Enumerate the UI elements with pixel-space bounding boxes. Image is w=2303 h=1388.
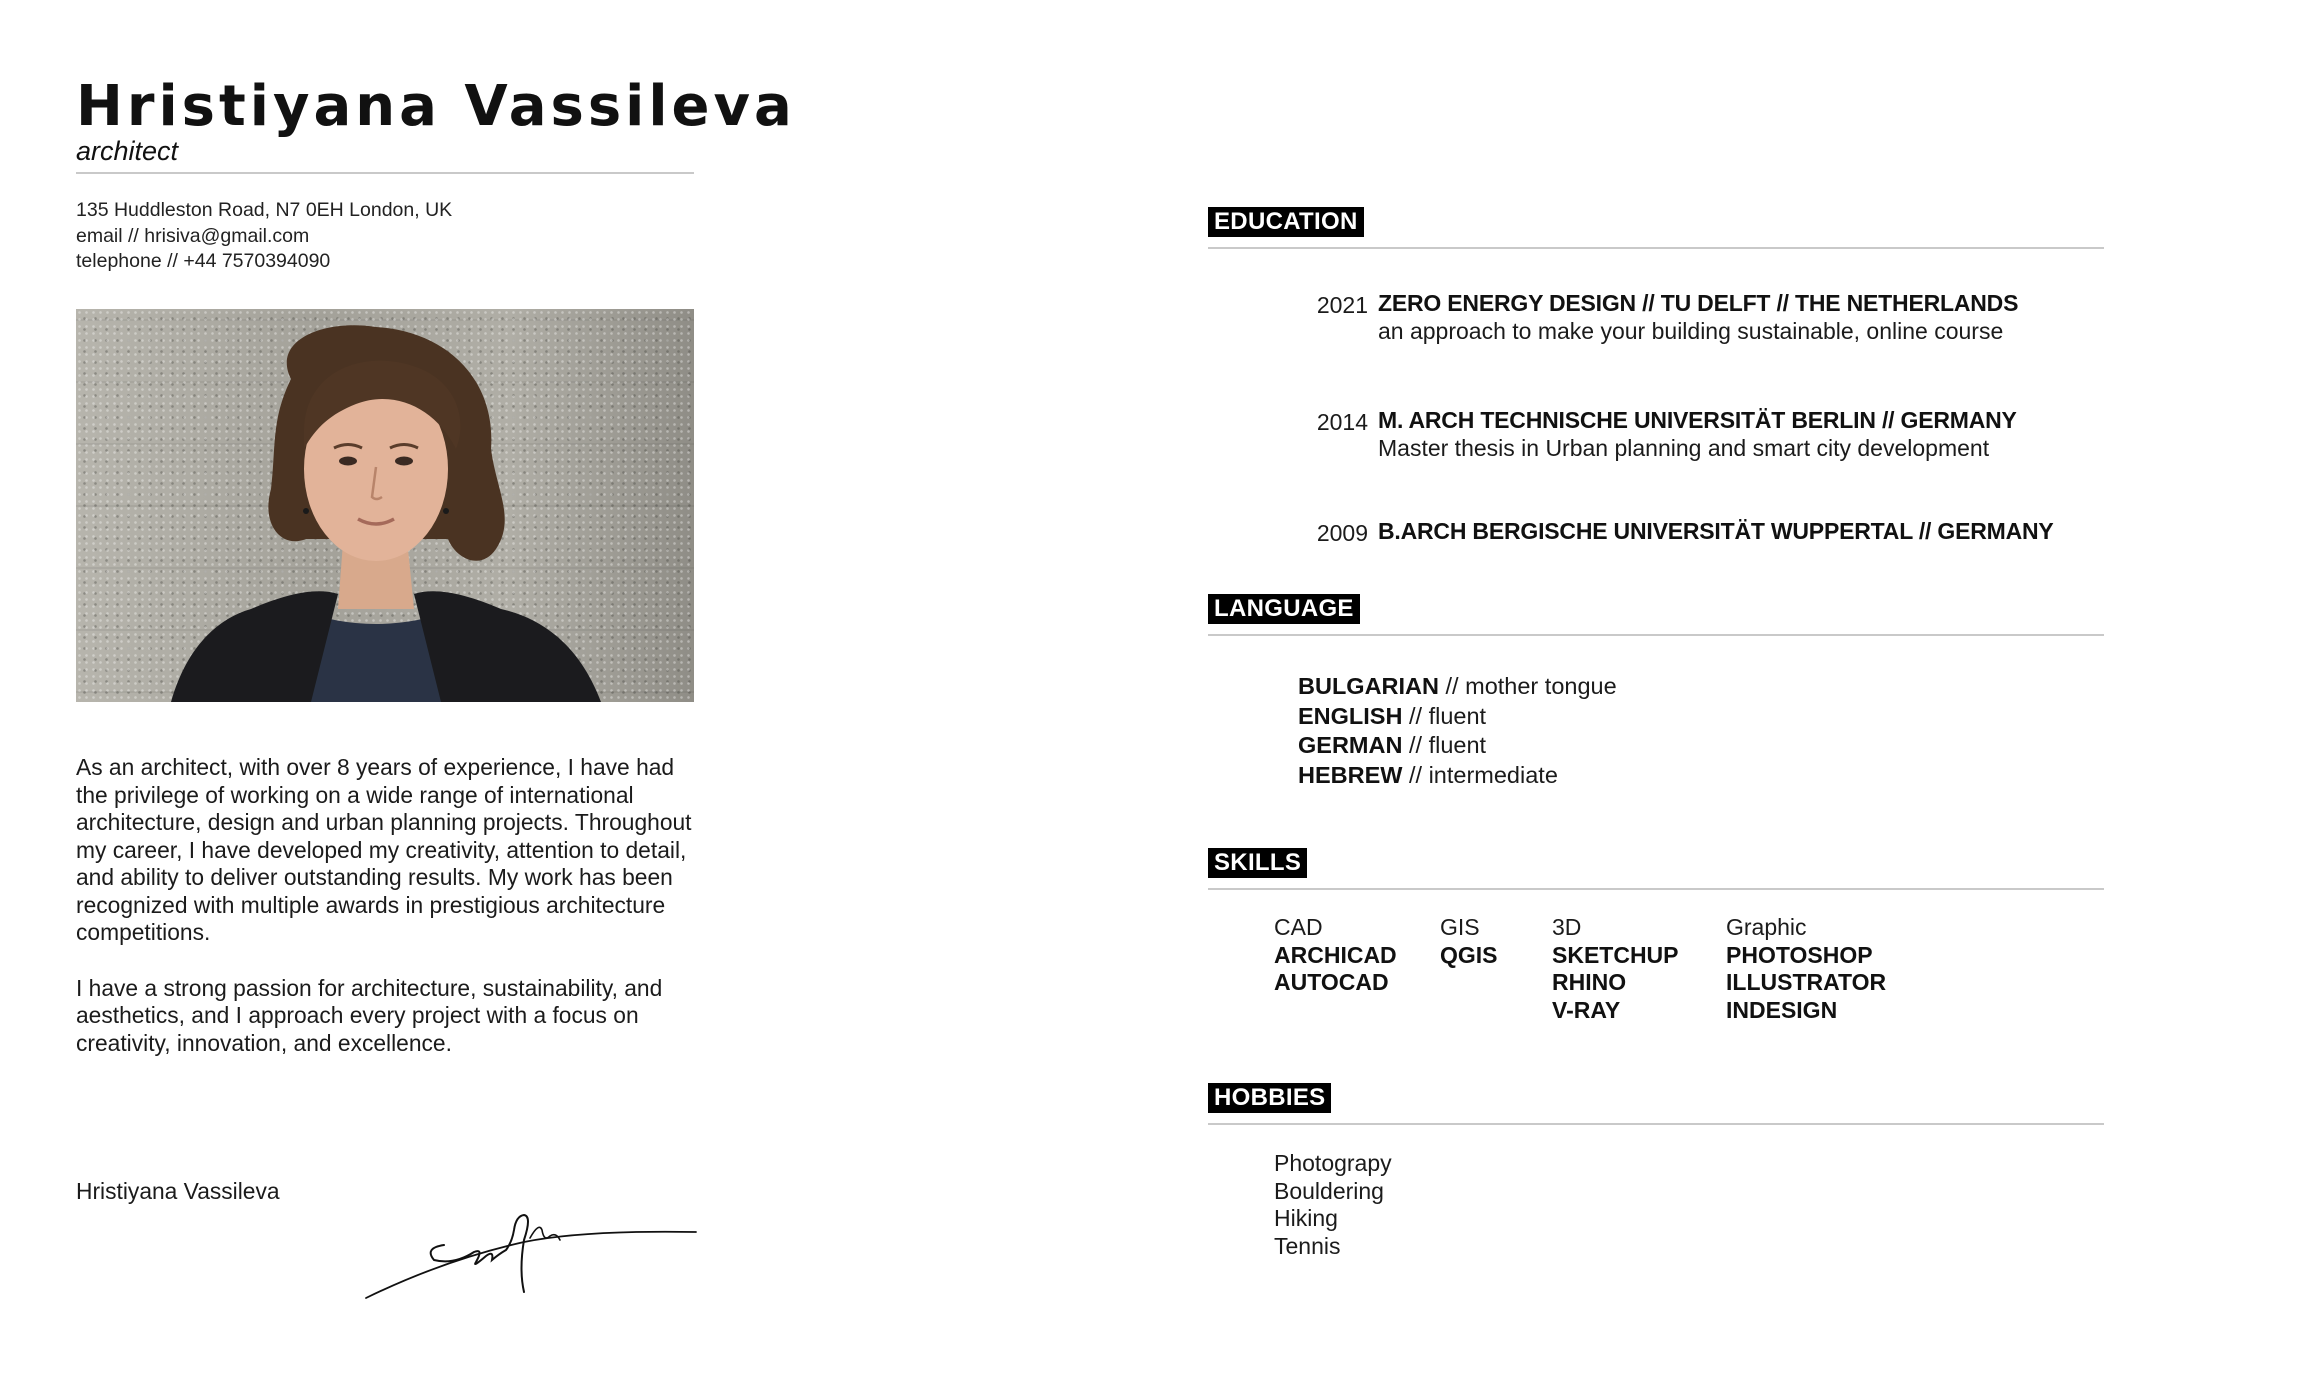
section-heading-skills: SKILLS [1208, 848, 1307, 878]
skill-column-3d [1552, 914, 1679, 1024]
contact-block [76, 198, 452, 275]
email[interactable]: email // hrisiva@gmail.com [76, 224, 310, 247]
divider [1208, 1123, 2104, 1125]
education-year: 2009 [1316, 520, 1368, 546]
skill-category: Graphic [1726, 914, 1807, 940]
hobby-list [1274, 1150, 1392, 1260]
person-name: Hristiyana Vassileva [76, 74, 796, 139]
education-title: M. ARCH TECHNISCHE UNIVERSITÄT BERLIN // GERMANY [1378, 407, 2017, 433]
language-name: BULGARIAN [1298, 673, 1439, 699]
divider [1208, 634, 2104, 636]
language-name: ENGLISH [1298, 702, 1403, 729]
bio-paragraph: I have a strong passion for architecture, sustainability, and aesthetics, and I approach every project with a focus on creativity, innovation, and excellence. [76, 974, 663, 1056]
list-item: Tennis [1274, 1232, 1341, 1259]
skill-tool: ILLUSTRATOR [1726, 969, 1887, 995]
education-title: ZERO ENERGY DESIGN // TU DELFT // THE NETHERLANDS [1378, 290, 2019, 316]
section-heading-language: LANGUAGE [1208, 594, 1360, 624]
language-level: // fluent [1402, 732, 1487, 758]
language-list [1298, 672, 1617, 790]
telephone[interactable]: telephone // +44 7570394090 [76, 250, 331, 272]
skill-tool: AUTOCAD [1274, 969, 1389, 995]
education-description: an approach to make your building sustainable, online course [1378, 318, 2004, 344]
portrait-photo [76, 309, 694, 702]
skill-category: 3D [1552, 914, 1582, 940]
skill-column-graphic [1726, 914, 1886, 1024]
signature-name: Hristiyana Vassileva [76, 1178, 280, 1204]
language-name: HEBREW [1298, 761, 1403, 788]
person-role: architect [76, 136, 179, 166]
education-year: 2021 [1316, 292, 1368, 318]
language-name: GERMAN [1298, 732, 1403, 758]
divider [1208, 888, 2104, 890]
language-level: // mother tongue [1439, 673, 1617, 699]
list-item: Hiking [1274, 1205, 1338, 1231]
handwritten-signature [364, 1190, 704, 1320]
education-title: B.ARCH BERGISCHE UNIVERSITÄT WUPPERTAL // GERMANY [1378, 518, 2054, 544]
list-item [1298, 761, 1617, 791]
list-item [1298, 702, 1617, 732]
section-heading-education: EDUCATION [1208, 207, 1364, 237]
list-item [1298, 731, 1617, 761]
list-item: Bouldering [1274, 1177, 1384, 1204]
skill-tool: PHOTOSHOP [1726, 941, 1873, 968]
skill-tool: ARCHICAD [1274, 941, 1397, 968]
skill-tool: V-RAY [1552, 996, 1621, 1023]
skill-column-gis [1440, 914, 1498, 969]
section-heading-hobbies: HOBBIES [1208, 1083, 1331, 1113]
bio-paragraph: As an architect, with over 8 years of experience, I have had the privilege of working on a wide range of international architecture, design and urban planning projects. Throughout my career, I have developed my creativity, attention to detail, and ability to deliver outstanding results. My work has been recognized with multiple awards in prestigious architecture competitions. [76, 754, 692, 945]
skill-tool: INDESIGN [1726, 996, 1838, 1023]
skill-tool: SKETCHUP [1552, 941, 1679, 968]
skill-category: GIS [1440, 914, 1480, 940]
skill-tool: RHINO [1552, 969, 1627, 995]
list-item [1298, 672, 1617, 702]
language-level: // intermediate [1402, 761, 1558, 788]
divider [1208, 247, 2104, 249]
skill-column-cad [1274, 914, 1397, 997]
address: 135 Huddleston Road, N7 0EH London, UK [76, 199, 453, 221]
language-level: // fluent [1402, 702, 1487, 729]
skill-category: CAD [1274, 914, 1323, 940]
biography [76, 754, 694, 1085]
education-description: Master thesis in Urban planning and smart city development [1378, 435, 1990, 461]
skill-tool: QGIS [1440, 941, 1498, 968]
education-year: 2014 [1316, 409, 1368, 435]
portrait-illustration [76, 309, 694, 702]
divider [76, 172, 694, 174]
list-item: Photograpy [1274, 1150, 1392, 1176]
